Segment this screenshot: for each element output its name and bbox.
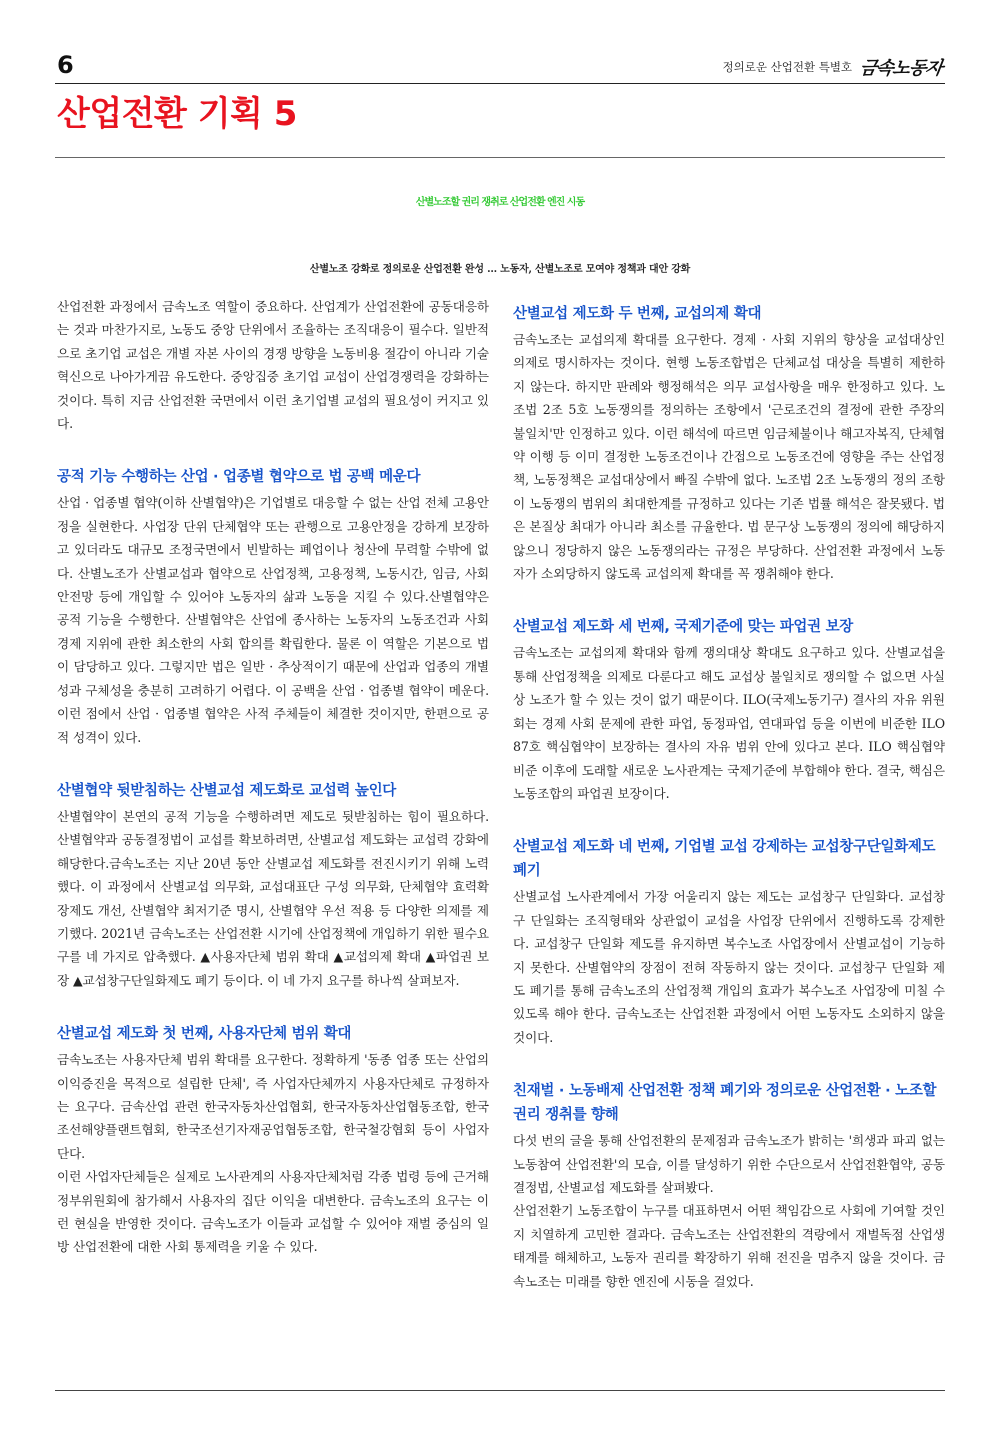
section-heading-right-to-strike: 산별교섭 제도화 세 번째, 국제기준에 맞는 파업권 보장 — [513, 619, 853, 636]
section-body-bargaining-power: 산별협약이 본연의 공적 기능을 수행하려면 제도로 뒷받침하는 힘이 필요하다. 산별협약과 공동결정법이 교섭를 확보하려면, 산별교섭 제도화는 교섭력 강화에 해당한다.금속노조는 지난 20년 동안 산별교섭 제도화를 전진시키기 위해 노력했다. 이 과정에서 산별교섭 의무화, 교섭대표단 구성 의무화, 단체협약 효력확장제도 개선, 산별협약 최저기준 명시, 산별협약 우선 적용 등 다양한 의제를 제기했다. 2021년 금속노조는 산업전환 시기에 산업정책에 개입하기 위한 필수요구를 네 가지로 압축했다. ▲사용자단체 범위 확대 ▲교섭의제 확대 ▲파업권 보장 ▲교섭창구단일화제도 폐기 등이다. 이 네 가지 요구를 하나씩 살펴보자. — [57, 808, 489, 988]
left-column — [57, 295, 489, 1259]
subheadline: 산별노조 강화로 정의로운 산업전환 완성 … 노동자, 산별노조로 모여야 정책과 대안 강화 — [309, 264, 691, 275]
intro-paragraph: 산업전환 과정에서 금속노조 역할이 중요하다. 산업계가 산업전환에 공동대응하는 것과 마찬가지로, 노동도 중앙 단위에서 조율하는 조직대응이 필수다. 일반적으로 초기업 교섭은 개별 자본 사이의 경쟁 방향을 노동비용 절감이 아니라 기술혁신으로 나아가게끔 유도한다. 중앙집중 초기업 교섭이 산업경쟁력을 강화하는 것이다. 특히 지금 산업전환 국면에서 이런 초기업별 교섭의 필요성이 커지고 있다. — [57, 299, 489, 432]
footer-rule — [55, 1390, 945, 1391]
section-heading-employer-groups: 산별교섭 제도화 첫 번째, 사용자단체 범위 확대 — [57, 1026, 352, 1043]
section-body-public-function: 산업 · 업종별 협약(이하 산별협약)은 기업별로 대응할 수 없는 산업 전체 고용안정을 실현한다. 사업장 단위 단체협약 또는 관행으로 고용안정을 강하게 보장하고 있더라도 대규모 조정국면에서 빈발하는 폐업이나 청산에 무력할 수밖에 없다. 산별노조가 산별교섭과 협약으로 산업정책, 고용정책, 노동시간, 임금, 사회안전망 등에 개입할 수 있어야 노동자의 삶과 노동을 지킬 수 있다.산별협약은 공적 기능을 수행한다. 산별협약은 산업에 종사하는 노동자의 노동조건과 사회경제 지위에 관한 최소한의 사회 합의를 확립한다. 물론 이 역할은 기본으로 법이 담당하고 있다. 그렇지만 법은 일반 · 추상적이기 때문에 산업과 업종의 개별성과 구체성을 충분히 고려하기 어렵다. 이 공백을 산업 · 업종별 협약이 메운다. 이런 점에서 산업 · 업종별 협약은 사적 주체들이 체결한 것이지만, 한편으로 공적 성격이 있다. — [57, 495, 489, 745]
section-heading-bargaining-agenda: 산별교섭 제도화 두 번째, 교섭의제 확대 — [513, 306, 762, 322]
section-body-employer-groups-2: 이런 사업자단체들은 실제로 노사관계의 사용자단체처럼 각종 법령 등에 근거해 정부위원회에 참가해서 사용자의 집단 이익을 대변한다. 금속노조의 요구는 이런 현실을 반영한 것이다. 금속노조가 이들과 교섭할 수 있어야 재벌 중심의 일방 산업전환에 대한 사회 통제력을 키울 수 있다. — [57, 1169, 489, 1255]
section-body-right-to-strike: 금속노조는 교섭의제 확대와 함께 쟁의대상 확대도 요구하고 있다. 산별교섭을 통해 산업정책을 의제로 다룬다고 해도 교섭상 불일치로 쟁의할 수 없으면 사실상 노조가 할 수 있는 것이 없기 때문이다. ILO(국제노동기구) 결사의 자유 위원회는 경제 사회 문제에 관한 파업, 동정파업, 연대파업 등을 이번에 비준한 ILO 87호 핵심협약이 보장하는 결사의 자유 범위 안에 있다고 본다. ILO 핵심협약 비준 이후에 도래할 새로운 노사관계는 국제기준에 부합해야 한다. 결국, 핵심은 노동조합의 파업권 보장이다. — [513, 645, 945, 801]
section-heading-conclusion: 친재벌 · 노동배제 산업전환 정책 폐기와 정의로운 산업전환 · 노조할 권리 쟁취를 향해 — [513, 1083, 937, 1124]
section-body-bargaining-agenda: 금속노조는 교섭의제 확대를 요구한다. 경제 · 사회 지위의 향상을 교섭대상인 의제로 명시하자는 것이다. 현행 노동조합법은 단체교섭 대상을 특별히 제한하지 않는다. 하지만 판례와 행정해석은 의무 교섭사항을 매우 한정하고 있다. 노조법 2조 5호 노동쟁의를 정의하는 조항에서 '근로조건의 결정에 관한 주장의 불일치'만 인정하고 있다. 이런 해석에 따르면 임금체불이나 해고자복직, 단체협약 이행 등 이미 결정한 노동조건이나 간접으로 노동조건에 영향을 주는 산업정책, 노동정책은 교섭대상에서 빠질 수밖에 없다. 노조법 2조 노동쟁의 정의 조항이 노동쟁의 범위의 최대한계를 규정하고 있다는 기존 법률 해석은 잘못됐다. 법은 본질상 최대가 아니라 최소를 규율한다. 법 문구상 노동쟁의 정의에 해당하지 않으니 정당하지 않은 노동쟁의라는 규정은 부당하다. 산업전환 과정에서 노동자가 소외당하지 않도록 교섭의제 확대를 꼭 쟁취해야 한다. — [513, 332, 945, 582]
issue-label: 정의로운 산업전환 특별호 — [722, 60, 853, 74]
section-heading-public-function: 공적 기능 수행하는 산업 · 업종별 협약으로 법 공백 메운다 — [57, 469, 421, 486]
section-body-conclusion-2: 산업전환기 노동조합이 누구를 대표하면서 어떤 책임감으로 사회에 기여할 것인지 치열하게 고민한 결과다. 금속노조는 산업전환의 격랑에서 재벌독점 산업생태계를 해체하고, 노동자 권리를 확장하기 위해 전진을 멈추지 않을 것이다. 금속노조는 미래를 향한 엔진에 시동을 걸었다. — [513, 1203, 945, 1289]
section-heading-bargaining-power: 산별협약 뒷받침하는 산별교섭 제도화로 교섭력 높인다 — [57, 782, 396, 799]
title-rule — [55, 157, 945, 158]
section-heading-single-channel: 산별교섭 제도화 네 번째, 기업별 교섭 강제하는 교섭창구단일화제도 폐기 — [513, 839, 936, 880]
page-number: 6 — [57, 51, 74, 79]
headline: 산별노조할 권리 쟁취로 산업전환 엔진 시동 — [415, 197, 585, 208]
masthead — [723, 56, 942, 78]
header-rule — [55, 83, 945, 84]
section-body-conclusion: 다섯 번의 글을 통해 산업전환의 문제점과 금속노조가 밝히는 '희생과 파괴 없는 노동참여 산업전환'의 모습, 이를 달성하기 위한 수단으로서 산업전환협약, 공동결정법, 산별교섭 제도화를 살펴봤다. — [513, 1133, 945, 1195]
section-body-single-channel: 산별교섭 노사관계에서 가장 어울리지 않는 제도는 교섭창구 단일화다. 교섭창구 단일화는 조직형태와 상관없이 교섭을 사업장 단위에서 진행하도록 강제한다. 교섭창구 단일화 제도를 유지하면 복수노조 사업장에서 산별교섭이 기능하지 못한다. 산별협약의 장점이 전혀 작동하지 않는 것이다. 교섭창구 단일화 제도 폐기를 통해 금속노조의 산업정책 개입의 효과가 복수노조 사업장에 미칠 수 있도록 해야 한다. 금속노조는 산업전환 과정에서 어떤 노동자도 소외하지 않을 것이다. — [513, 889, 945, 1045]
section-body-employer-groups: 금속노조는 사용자단체 범위 확대를 요구한다. 정확하게 '동종 업종 또는 산업의 이익증진을 목적으로 설립한 단체', 즉 사업자단체까지 사용자단체로 규정하자는 요구다. 금속산업 관련 한국자동차산업협회, 한국자동차산업협동조합, 한국조선해양플랜트협회, 한국조선기자재공업협동조합, 한국철강협회 등이 사업자단다. — [57, 1052, 489, 1161]
newspaper-logo: 금속노동자 — [858, 58, 944, 79]
section-tag: 산업전환 기획 5 — [57, 94, 297, 134]
right-column — [513, 295, 945, 1293]
